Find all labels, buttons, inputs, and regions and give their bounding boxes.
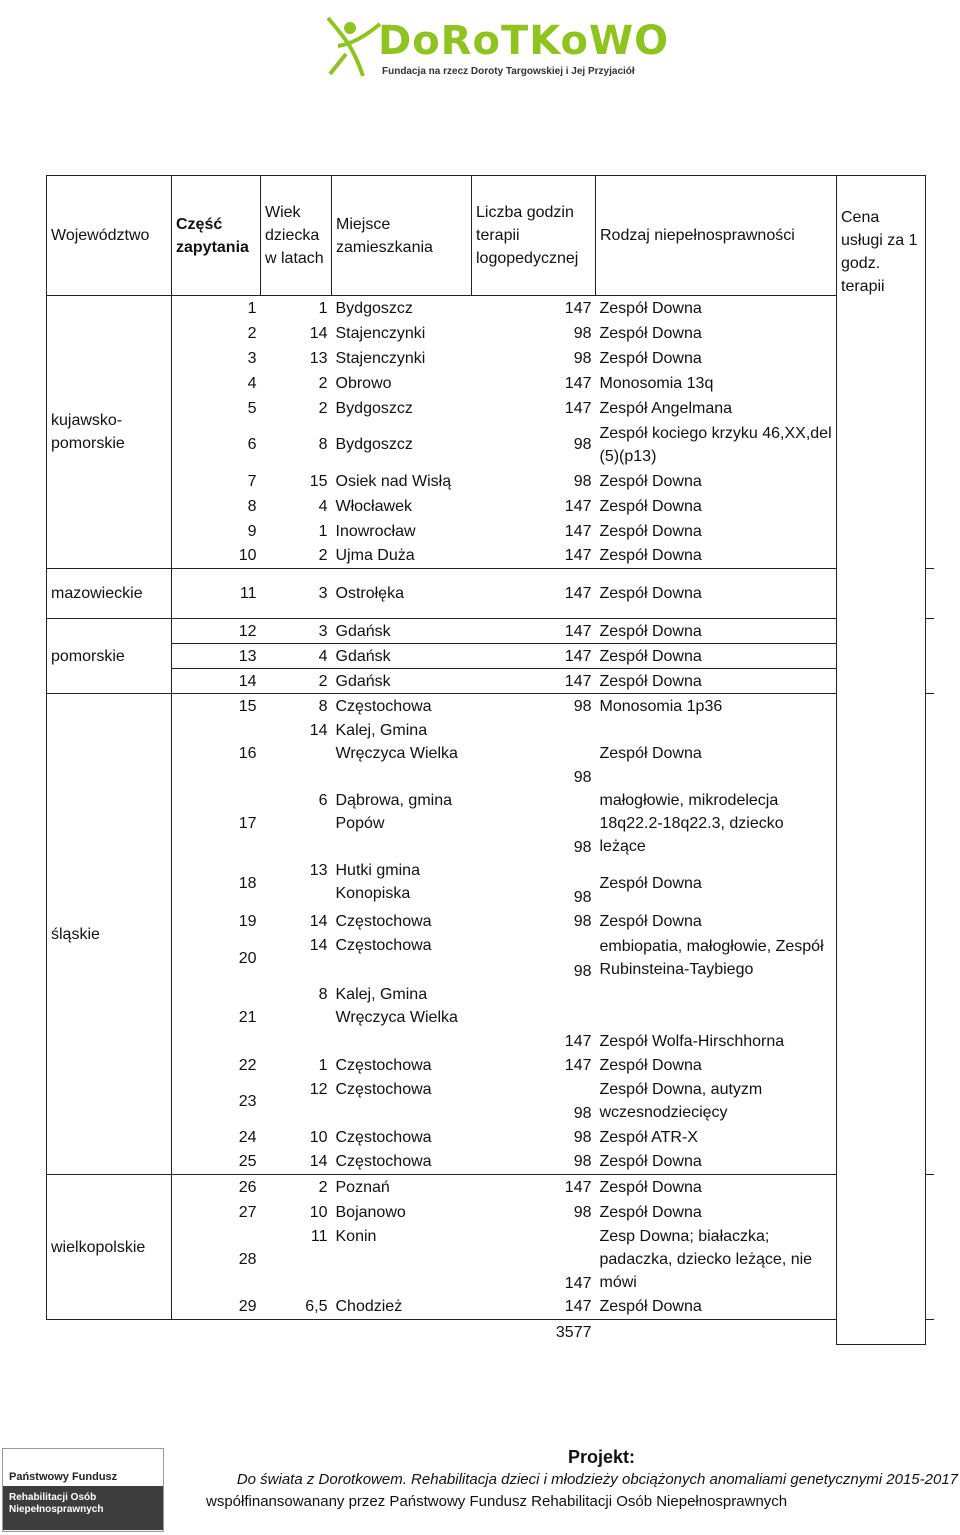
header-place: Miejsce zamieszkania (332, 176, 472, 296)
row-number: 10 (238, 547, 257, 565)
row-number: 19 (238, 912, 257, 930)
region-kujawsko-pomorskie: kujawsko-pomorskie (47, 296, 172, 569)
row-age: 2 (318, 1178, 328, 1196)
row-number: 2 (247, 324, 257, 342)
row-place: Częstochowa (335, 1056, 432, 1074)
row-age: 14 (309, 1153, 328, 1171)
row-disability: Zespół Downa (599, 324, 702, 342)
row-hours: 98 (573, 838, 592, 856)
row-number: 9 (247, 522, 257, 540)
row-number: 16 (238, 745, 257, 762)
row-age: 14 (309, 324, 328, 342)
row-disability: Zespół ATR-X (599, 1128, 698, 1146)
row-hours: 147 (564, 497, 592, 515)
hours-total: 3577 (555, 1323, 592, 1341)
row-number: 23 (238, 1092, 257, 1110)
project-label: Projekt: (568, 1447, 636, 1467)
row-age: 8 (318, 697, 328, 715)
row-place: Dąbrowa, gmina Popów (335, 791, 452, 832)
row-place: Częstochowa (335, 1128, 432, 1146)
row-age: 13 (309, 349, 328, 367)
row-age: 6 (318, 791, 328, 809)
row-age: 12 (309, 1080, 328, 1098)
row-hours: 98 (573, 1153, 592, 1171)
row-place: Inowrocław (335, 522, 416, 540)
row-disability: Zespół Downa (599, 1178, 702, 1196)
row-disability: Zespół Downa (599, 1203, 702, 1221)
row-number: 25 (238, 1153, 257, 1171)
row-hours: 147 (564, 1056, 592, 1074)
row-disability: Zespół Downa (599, 349, 702, 367)
row-hours: 98 (573, 768, 592, 786)
row-age: 1 (318, 1056, 328, 1074)
region-slaskie: śląskie (47, 694, 172, 1175)
row-age: 1 (318, 299, 328, 317)
row-disability: Zespół Downa (599, 497, 702, 515)
row-place: Bydgoszcz (335, 436, 413, 453)
row-number: 13 (172, 644, 261, 669)
row-disability: Zespół Downa (599, 745, 702, 762)
header-age: Wiek dziecka w latach (261, 176, 332, 296)
row-number: 1 (247, 299, 257, 317)
row-disability: Zespół Downa (599, 472, 702, 490)
row-hours: 98 (573, 436, 592, 453)
row-number: 22 (238, 1056, 257, 1074)
pfron-logo (2, 1448, 164, 1532)
row-hours: 147 (564, 547, 592, 565)
row-disability: Zespół Wolfa-Hirschhorna (599, 1032, 785, 1050)
row-place: Częstochowa (335, 697, 432, 715)
row-age: 14 (309, 912, 328, 930)
row-disability: Zespół Downa (599, 875, 702, 892)
row-hours: 147 (564, 672, 592, 690)
row-place: Ujma Duża (335, 547, 415, 565)
row-place: Konin (335, 1227, 377, 1245)
row-number: 18 (238, 875, 257, 892)
row-hours: 98 (573, 472, 592, 490)
row-place: Chodzież (335, 1298, 403, 1316)
header-disability: Rodzaj niepełnosprawności (596, 176, 837, 296)
logo-brand-text: DoRoTKoWO (378, 18, 670, 64)
row-place: Stajenczynki (335, 324, 426, 342)
row-number: 15 (238, 697, 257, 715)
row-hours: 98 (573, 888, 592, 906)
row-number: 27 (238, 1203, 257, 1221)
row-disability: Zespół Downa (596, 644, 837, 669)
row-age: 15 (309, 472, 328, 490)
row-place: Poznań (335, 1178, 390, 1196)
row-number: 24 (238, 1128, 257, 1146)
region-mazowieckie: mazowieckie (47, 569, 172, 619)
row-disability: Monosomia 1p36 (599, 697, 723, 715)
row-hours: 98 (573, 324, 592, 342)
row-age: 3 (318, 585, 328, 602)
row-place: Kalej, Gmina Wręczyca Wielka (335, 985, 458, 1026)
row-age: 14 (309, 936, 328, 954)
row-number: 14 (172, 669, 261, 694)
row-hours: 147 (564, 585, 592, 602)
row-disability: embiopatia, małogłowie, Zespół Rubinsteina-Taybiego (599, 938, 824, 978)
therapy-table (46, 175, 934, 1345)
row-hours: 147 (564, 1298, 592, 1316)
row-place: Częstochowa (335, 936, 432, 954)
row-hours: 147 (472, 619, 596, 644)
row-number: 28 (238, 1251, 257, 1268)
row-place: Stajenczynki (335, 349, 426, 367)
row-age: 4 (318, 497, 328, 515)
row-disability: Zespół Downa, autyzm wczesnodziecięcy (599, 1081, 763, 1121)
row-place: Osiek nad Wisłą (335, 472, 452, 490)
row-number: 6 (247, 436, 257, 453)
row-disability: Zespół Downa (599, 1153, 702, 1171)
header-part: Część zapytania (172, 176, 261, 296)
row-number: 17 (238, 815, 257, 832)
row-age: 10 (309, 1203, 328, 1221)
row-hours: 147 (564, 1178, 592, 1196)
header-hours: Liczba godzin terapii logopedycznej (472, 176, 596, 296)
row-place: Hutki gmina Konopiska (335, 861, 420, 902)
row-place: Ostrołęka (335, 585, 404, 602)
row-hours: 147 (564, 1274, 592, 1292)
row-number: 11 (239, 585, 257, 602)
header-voivodeship: Województwo (47, 176, 172, 296)
row-disability: Zespół Downa (599, 547, 702, 565)
row-place: Gdańsk (332, 619, 472, 644)
row-place: Gdańsk (335, 672, 391, 690)
row-place: Włocławek (335, 497, 412, 515)
row-hours: 98 (573, 962, 592, 980)
row-hours: 98 (573, 1104, 592, 1122)
row-number: 29 (238, 1298, 257, 1316)
row-disability: Zespół Downa (599, 1298, 702, 1316)
row-disability: Zespół Downa (599, 299, 702, 317)
row-age: 8 (318, 436, 328, 453)
pfron-logo-top-text: Państwowy Fundusz (3, 1449, 163, 1486)
row-number: 7 (247, 472, 257, 490)
row-number: 21 (238, 1009, 257, 1026)
row-age: 6,5 (305, 1298, 328, 1316)
row-place: Bydgoszcz (335, 399, 413, 417)
region-pomorskie: pomorskie (47, 619, 172, 694)
cofinance-note: współfinansowanany przez Państwowy Fundusz Rehabilitacji Osób Niepełnosprawnych (206, 1493, 788, 1510)
row-hours: 98 (573, 697, 592, 715)
row-number: 5 (247, 399, 257, 417)
row-place: Bydgoszcz (335, 299, 413, 317)
row-disability: Zespół Downa (596, 619, 837, 644)
header-price: Cena usługi za 1 godz. terapii (837, 176, 926, 1345)
row-hours: 147 (564, 299, 592, 317)
row-age: 2 (318, 672, 328, 690)
row-disability: Zesp Downa; białaczka; padaczka, dziecko leżące, nie mówi (599, 1228, 813, 1291)
row-hours: 147 (564, 522, 592, 540)
row-disability: Zespół Downa (599, 585, 702, 602)
row-place: Bojanowo (335, 1203, 406, 1221)
row-place: Częstochowa (335, 1153, 432, 1171)
row-age: 1 (318, 522, 328, 540)
row-number: 26 (238, 1178, 257, 1196)
row-age: 2 (318, 374, 328, 392)
row-disability: Zespół kociego krzyku 46,XX,del (5)(p13) (599, 424, 832, 465)
row-hours: 147 (564, 1032, 592, 1050)
project-title: Do świata z Dorotkowem. Rehabilitacja dzieci i młodzieży obciążonych anomaliami genetycznymi 2015-2017 (236, 1471, 958, 1488)
row-place: Gdańsk (332, 644, 472, 669)
row-hours: 147 (564, 374, 592, 392)
row-place: Częstochowa (335, 912, 432, 930)
row-age: 3 (261, 619, 332, 644)
row-hours: 147 (564, 399, 592, 417)
row-age: 8 (318, 985, 328, 1003)
row-age: 2 (318, 547, 328, 565)
row-age: 2 (318, 399, 328, 417)
row-place: Kalej, Gmina Wręczyca Wielka (335, 721, 458, 762)
row-age: 10 (309, 1128, 328, 1146)
row-age: 13 (309, 861, 328, 879)
region-wielkopolskie: wielkopolskie (47, 1175, 172, 1320)
row-age: 4 (261, 644, 332, 669)
row-disability: Zespół Angelmana (599, 399, 733, 417)
row-number: 3 (247, 349, 257, 367)
row-place: Obrowo (335, 374, 392, 392)
foundation-logo (318, 6, 670, 84)
pfron-logo-bottom-text: Rehabilitacji Osób Niepełnosprawnych (3, 1486, 163, 1530)
row-hours: 98 (573, 1203, 592, 1221)
row-hours: 98 (573, 349, 592, 367)
row-number: 4 (247, 374, 257, 392)
row-number: 20 (238, 949, 257, 967)
row-place: Częstochowa (335, 1080, 432, 1098)
row-disability: Monosomia 13q (599, 374, 714, 392)
row-age: 11 (310, 1227, 328, 1245)
row-disability: Zespół Downa (599, 1056, 702, 1074)
row-disability: małogłowie, mikrodelecja 18q22.2-18q22.3, dziecko leżące (599, 792, 784, 855)
row-hours: 147 (472, 644, 596, 669)
row-disability: Zespół Downa (599, 672, 702, 690)
row-disability: Zespół Downa (599, 522, 702, 540)
row-number: 12 (172, 619, 261, 644)
row-age: 14 (309, 721, 328, 739)
row-disability: Zespół Downa (599, 912, 702, 930)
row-hours: 98 (573, 912, 592, 930)
logo-subtitle: Fundacja na rzecz Doroty Targowskiej i Jej Przyjaciół (382, 66, 635, 77)
row-number: 8 (247, 497, 257, 515)
row-hours: 98 (573, 1128, 592, 1146)
